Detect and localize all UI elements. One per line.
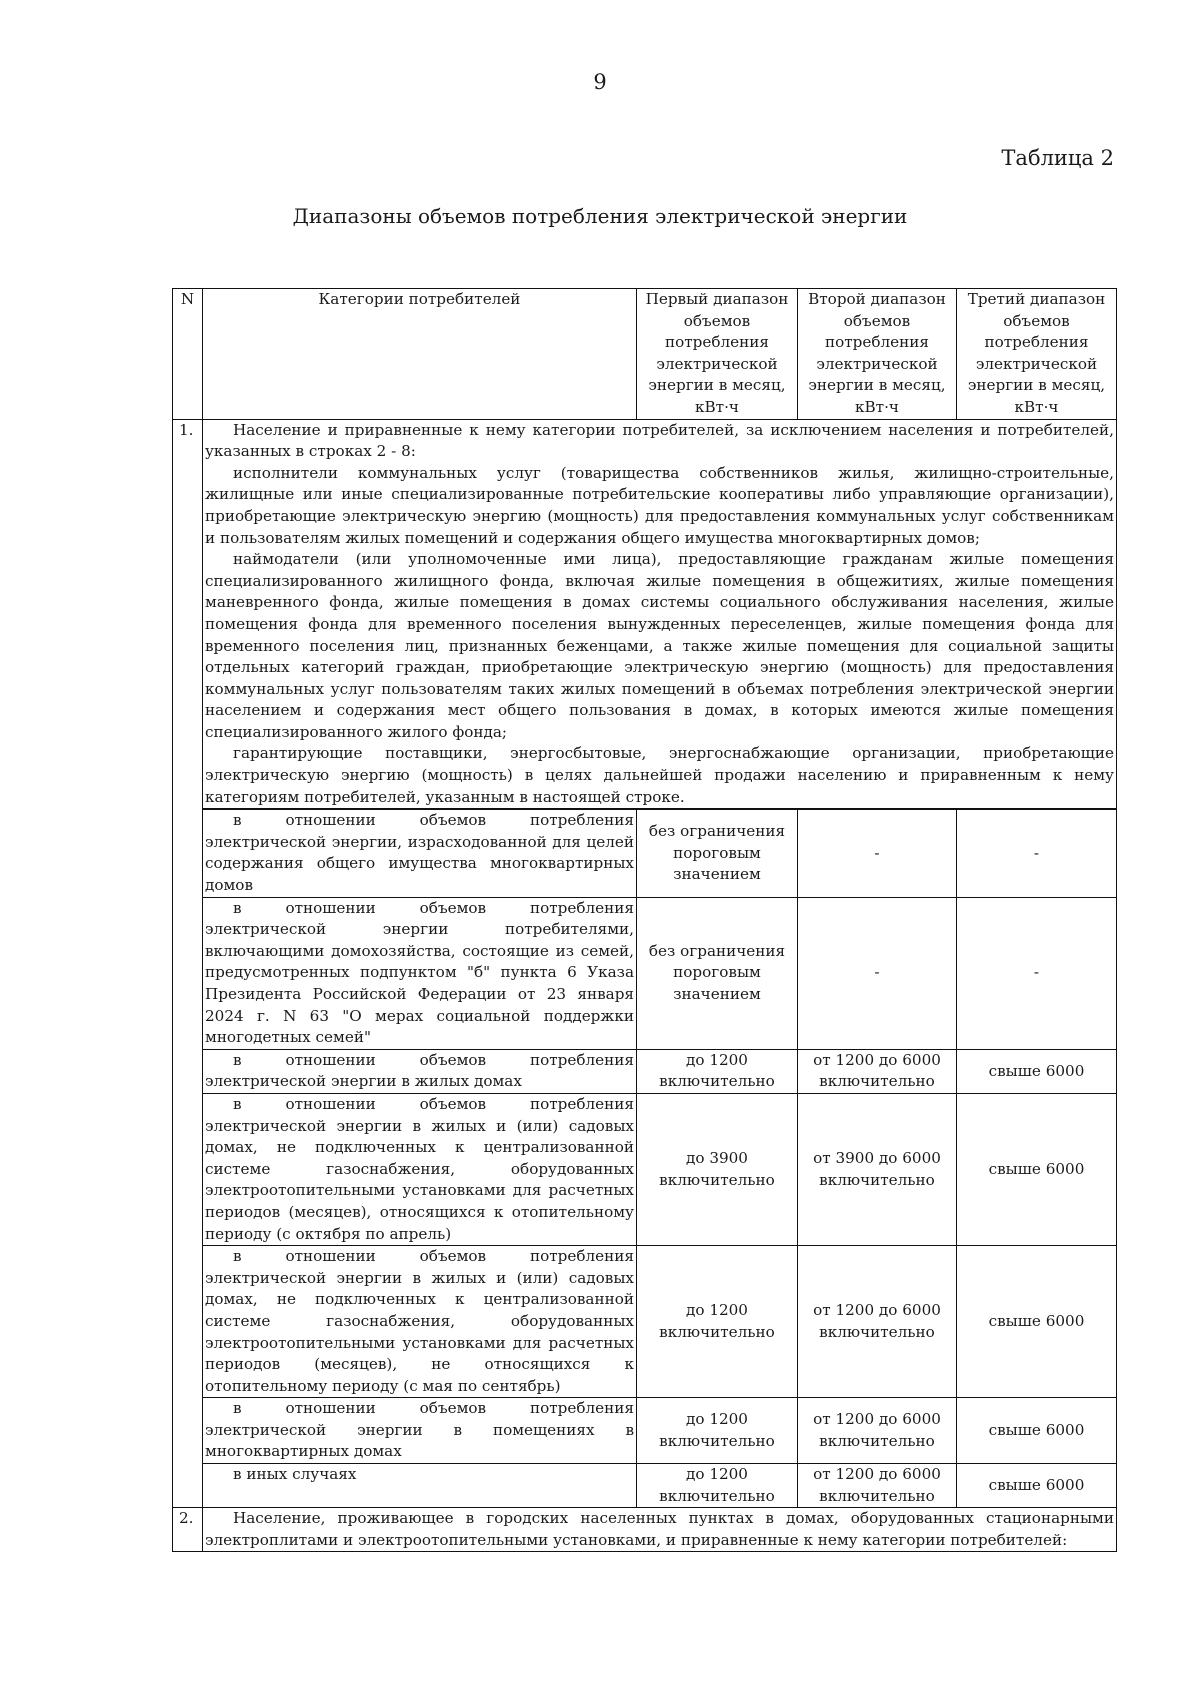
subrow-category: в отношении объемов потребления электрической энергии в жилых и (или) садовых домах, не подключенных к централизованной системе газоснабжения, оборудованных электроотопительными установками для расчетных периодов (месяцев), не относящихся к отопительному периоду (с мая по сентябрь): [203, 1246, 637, 1398]
subrow-category: в отношении объемов потребления электрической энергии в помещениях в многоквартирных домах: [203, 1398, 637, 1464]
subrow-range3: свыше 6000: [957, 1246, 1117, 1398]
subrow-range1: до 1200 включительно: [637, 1049, 798, 1093]
row-2-description: [203, 1508, 1117, 1552]
subrow-range1: без ограничения пороговым значением: [637, 809, 798, 897]
row-number: 1.: [173, 419, 203, 1508]
document-title: Диапазоны объемов потребления электрической энергии: [292, 204, 908, 228]
subrow-range3: свыше 6000: [957, 1464, 1117, 1508]
subrow-category: в иных случаях: [203, 1464, 637, 1508]
subrow-range2: от 3900 до 6000 включительно: [798, 1093, 957, 1245]
header-range3: Третий диапазон объемов потребления электрической энергии в месяц, кВт·ч: [957, 289, 1117, 420]
subrow-range1: до 1200 включительно: [637, 1464, 798, 1508]
subrow-range2: от 1200 до 6000 включительно: [798, 1398, 957, 1464]
row-number: 2.: [173, 1508, 203, 1552]
subrow-range1: без ограничения пороговым значением: [637, 897, 798, 1049]
header-category: Категории потребителей: [203, 289, 637, 420]
row-1-paragraph: Население и приравненные к нему категории потребителей, за исключением населения и потребителей, указанных в строках 2 - 8:: [205, 420, 1114, 461]
subrow-range1: до 3900 включительно: [637, 1093, 798, 1245]
subrow-category: в отношении объемов потребления электрической энергии, израсходованной для целей содержания общего имущества многоквартирных домов: [203, 809, 637, 897]
consumption-ranges-table: [172, 288, 1117, 1552]
table-row: [173, 1093, 1117, 1245]
row-1-paragraph: гарантирующие поставщики, энергосбытовые, энергоснабжающие организации, приобретающие электрическую энергию (мощность) в целях дальнейшей продажи населению и приравненным к нему категориям потребителей, указанным в настоящей строке.: [205, 744, 1114, 806]
subrow-range2: от 1200 до 6000 включительно: [798, 1049, 957, 1093]
row-1-description: [203, 419, 1117, 809]
table-row: [173, 1398, 1117, 1464]
header-n: N: [173, 289, 203, 420]
table-row: [173, 809, 1117, 897]
subrow-category: в отношении объемов потребления электрической энергии потребителями, включающими домохозяйства, состоящие из семей, предусмотренных подпунктом "б" пункта 6 Указа Президента Российской Федерации от 23 января 2024 г. N 63 "О мерах социальной поддержки многодетных семей": [203, 897, 637, 1049]
subrow-category: в отношении объемов потребления электрической энергии в жилых домах: [203, 1049, 637, 1093]
header-range1: Первый диапазон объемов потребления электрической энергии в месяц, кВт·ч: [637, 289, 798, 420]
subrow-range2: от 1200 до 6000 включительно: [798, 1464, 957, 1508]
subrow-category: в отношении объемов потребления электрической энергии в жилых и (или) садовых домах, не подключенных к централизованной системе газоснабжения, оборудованных электроотопительными установками для расчетных периодов (месяцев), относящихся к отопительному периоду (с октября по апрель): [203, 1093, 637, 1245]
table-row: [173, 897, 1117, 1049]
subrow-range3: -: [957, 809, 1117, 897]
subrow-range3: -: [957, 897, 1117, 1049]
row-1-paragraph: наймодатели (или уполномоченные ими лица), предоставляющие гражданам жилые помещения специализированного жилищного фонда, включая жилые помещения в общежитиях, жилые помещения маневренного фонда, жилые помещения в домах системы социального обслуживания населения, жилые помещения фонда для временного поселения вынужденных переселенцев, жилые помещения фонда для временного поселения лиц, признанных беженцами, а также жилые помещения для социальной защиты отдельных категорий граждан, приобретающие электрическую энергию (мощность) для предоставления коммунальных услуг пользователям таких жилых помещений в объемах потребления электрической энергии населением и содержания мест общего пользования в домах, в которых имеются жилые помещения специализированного жилого фонда;: [205, 550, 1114, 741]
table-header-row: [173, 289, 1117, 420]
page-number: 9: [593, 70, 607, 94]
row-2-paragraph: Население, проживающее в городских населенных пунктах в домах, оборудованных стационарными электроплитами и электроотопительными установками, и приравненные к нему категории потребителей:: [205, 1509, 1114, 1549]
subrow-range2: -: [798, 809, 957, 897]
subrow-range2: -: [798, 897, 957, 1049]
table-row-1: [173, 419, 1117, 809]
subrow-range3: свыше 6000: [957, 1093, 1117, 1245]
table-row: [173, 1049, 1117, 1093]
subrow-range3: свыше 6000: [957, 1049, 1117, 1093]
table-row: [173, 1246, 1117, 1398]
subrow-range2: от 1200 до 6000 включительно: [798, 1246, 957, 1398]
subrow-range1: до 1200 включительно: [637, 1246, 798, 1398]
subrow-range3: свыше 6000: [957, 1398, 1117, 1464]
table-row: [173, 1464, 1117, 1508]
subrow-range1: до 1200 включительно: [637, 1398, 798, 1464]
row-1-paragraph: исполнители коммунальных услуг (товарищества собственников жилья, жилищно-строительные, жилищные или иные специализированные потребительские кооперативы либо управляющие организации), приобретающие электрическую энергию (мощность) для предоставления коммунальных услуг собственникам и пользователям жилых помещений и содержания общего имущества многоквартирных домов;: [205, 463, 1114, 547]
table-label: Таблица 2: [1001, 146, 1114, 170]
table-row-2: [173, 1508, 1117, 1552]
header-range2: Второй диапазон объемов потребления электрической энергии в месяц, кВт·ч: [798, 289, 957, 420]
